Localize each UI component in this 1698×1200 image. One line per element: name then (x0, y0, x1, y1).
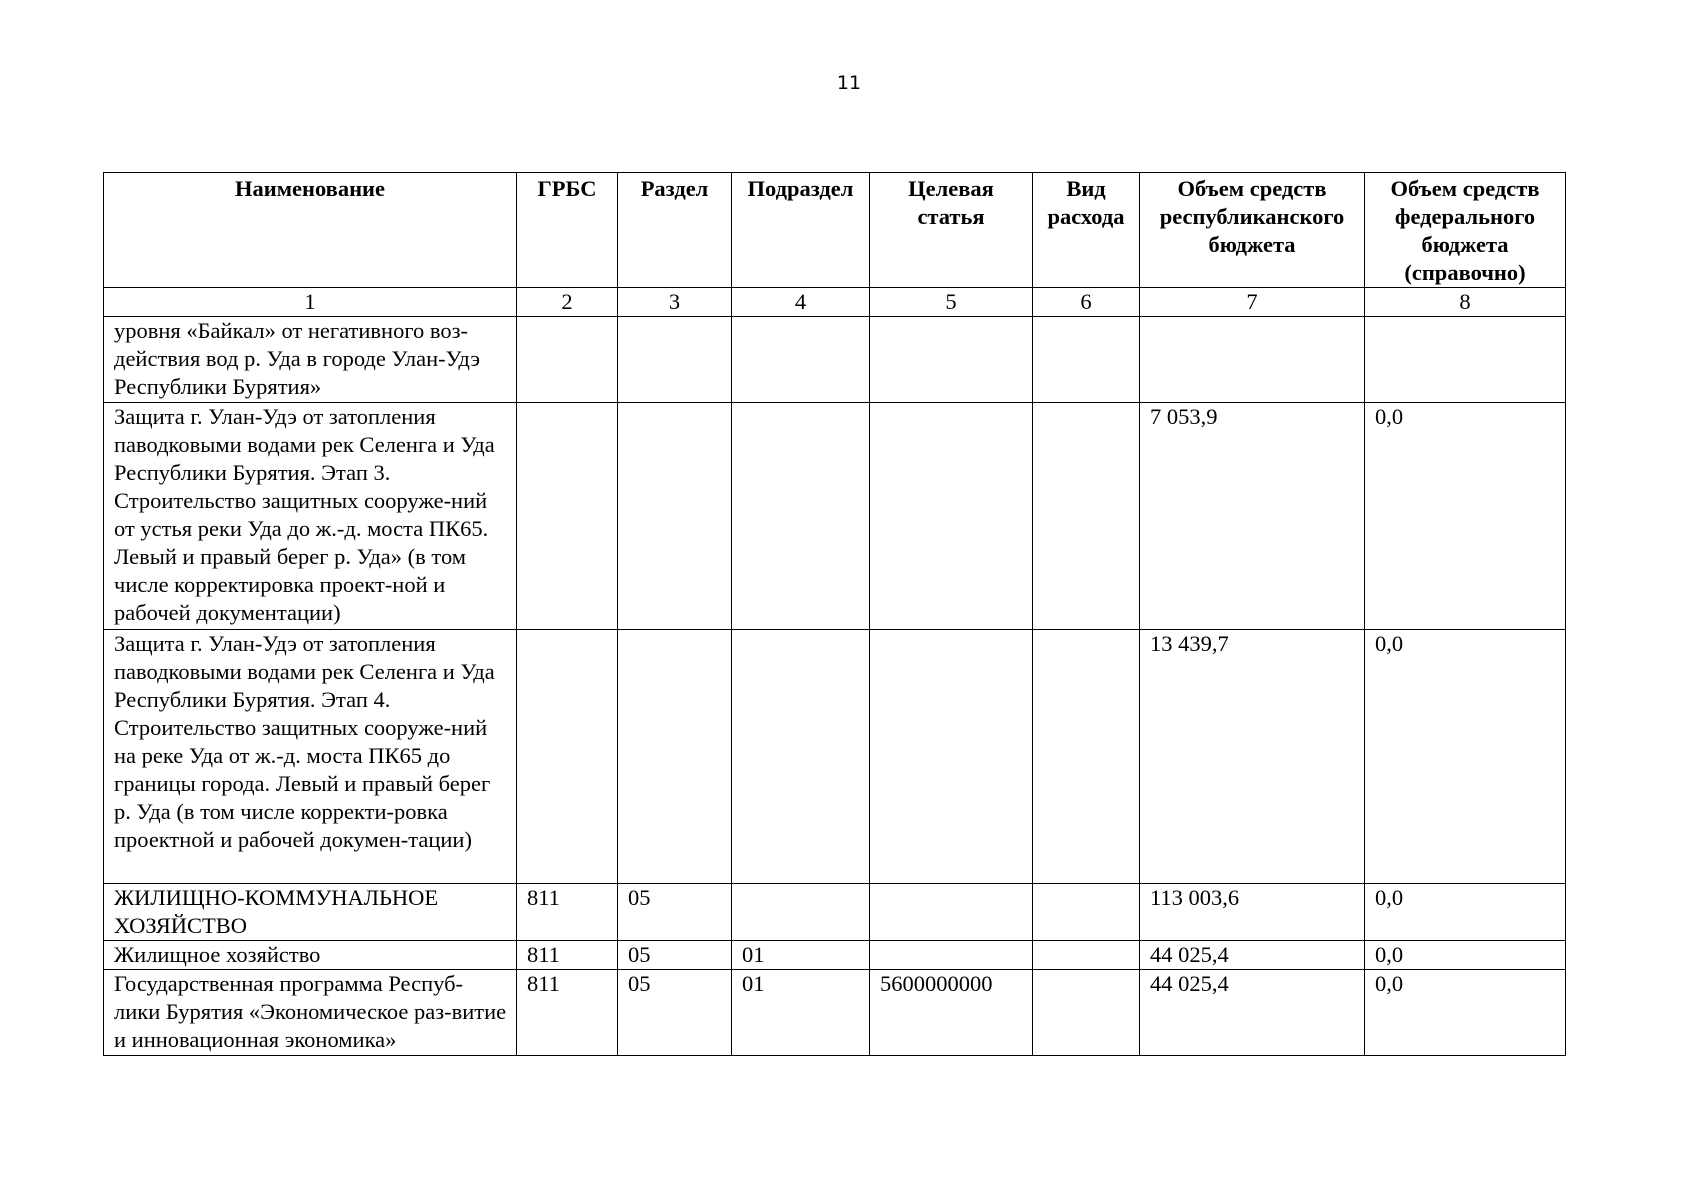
cell-name: уровня «Байкал» от негативного воз-действия вод р. Уда в городе Улан-Удэ Республики Бурятия» (104, 317, 517, 403)
cell-resp-budget (1140, 317, 1365, 403)
cell-podrazdel: 01 (732, 970, 870, 1056)
cell-grbs: 811 (517, 970, 618, 1056)
cell-celevaya-statya (870, 403, 1033, 630)
cell-podrazdel (732, 317, 870, 403)
cell-vid-raskhoda (1033, 884, 1140, 941)
cell-razdel (618, 630, 732, 884)
cell-name: Защита г. Улан-Удэ от затопления паводковыми водами рек Селенга и Уда Республики Бурятия. Этап 4. Строительство защитных сооруже-ний на реке Уда от ж.-д. моста ПК65 до границы города. Левый и правый берег р. Уда (в том числе корректи-ровка проектной и рабочей докумен-тации) (104, 630, 517, 884)
cell-razdel (618, 403, 732, 630)
column-number: 2 (517, 288, 618, 317)
cell-grbs (517, 403, 618, 630)
column-number: 3 (618, 288, 732, 317)
column-number: 1 (104, 288, 517, 317)
cell-resp-budget: 44 025,4 (1140, 941, 1365, 970)
header-grbs: ГРБС (517, 173, 618, 288)
cell-celevaya-statya (870, 941, 1033, 970)
cell-resp-budget: 44 025,4 (1140, 970, 1365, 1056)
cell-fed-budget: 0,0 (1365, 630, 1566, 884)
table-row (104, 884, 1566, 941)
cell-podrazdel: 01 (732, 941, 870, 970)
column-numbers-row (104, 288, 1566, 317)
header-vid-raskhoda: Вид расхода (1033, 173, 1140, 288)
cell-fed-budget: 0,0 (1365, 941, 1566, 970)
cell-vid-raskhoda (1033, 630, 1140, 884)
cell-fed-budget: 0,0 (1365, 884, 1566, 941)
table-row (104, 403, 1566, 630)
cell-razdel: 05 (618, 884, 732, 941)
cell-podrazdel (732, 630, 870, 884)
cell-grbs: 811 (517, 884, 618, 941)
cell-resp-budget: 7 053,9 (1140, 403, 1365, 630)
column-number: 7 (1140, 288, 1365, 317)
table-row (104, 630, 1566, 884)
cell-razdel: 05 (618, 941, 732, 970)
header-razdel: Раздел (618, 173, 732, 288)
cell-name: Государственная программа Респуб-лики Бурятия «Экономическое раз-витие и инновационная экономика» (104, 970, 517, 1056)
column-number: 8 (1365, 288, 1566, 317)
cell-name: Защита г. Улан-Удэ от затопления паводковыми водами рек Селенга и Уда Республики Бурятия. Этап 3. Строительство защитных сооруже-ний от устья реки Уда до ж.-д. моста ПК65. Левый и правый берег р. Уда» (в том числе корректировка проект-ной и рабочей документации) (104, 403, 517, 630)
cell-razdel: 05 (618, 970, 732, 1056)
cell-razdel (618, 317, 732, 403)
column-number: 4 (732, 288, 870, 317)
cell-fed-budget (1365, 317, 1566, 403)
cell-name: ЖИЛИЩНО-КОММУНАЛЬНОЕ ХОЗЯЙСТВО (104, 884, 517, 941)
cell-celevaya-statya (870, 884, 1033, 941)
column-number: 6 (1033, 288, 1140, 317)
cell-grbs: 811 (517, 941, 618, 970)
header-podrazdel: Подраздел (732, 173, 870, 288)
cell-celevaya-statya: 5600000000 (870, 970, 1033, 1056)
header-name: Наименование (104, 173, 517, 288)
cell-resp-budget: 113 003,6 (1140, 884, 1365, 941)
cell-name: Жилищное хозяйство (104, 941, 517, 970)
cell-fed-budget: 0,0 (1365, 403, 1566, 630)
table-row (104, 970, 1566, 1056)
cell-celevaya-statya (870, 630, 1033, 884)
cell-vid-raskhoda (1033, 970, 1140, 1056)
header-fed-budget: Объем средств федерального бюджета (справочно) (1365, 173, 1566, 288)
budget-table (103, 172, 1566, 1056)
table-row (104, 941, 1566, 970)
header-resp-budget: Объем средств республиканского бюджета (1140, 173, 1365, 288)
cell-fed-budget: 0,0 (1365, 970, 1566, 1056)
cell-vid-raskhoda (1033, 403, 1140, 630)
header-row (104, 173, 1566, 288)
cell-resp-budget: 13 439,7 (1140, 630, 1365, 884)
cell-vid-raskhoda (1033, 941, 1140, 970)
cell-vid-raskhoda (1033, 317, 1140, 403)
cell-grbs (517, 630, 618, 884)
cell-grbs (517, 317, 618, 403)
page-number: 11 (836, 72, 862, 94)
cell-podrazdel (732, 884, 870, 941)
cell-podrazdel (732, 403, 870, 630)
table-row (104, 317, 1566, 403)
header-celevaya-statya: Целевая статья (870, 173, 1033, 288)
cell-celevaya-statya (870, 317, 1033, 403)
column-number: 5 (870, 288, 1033, 317)
